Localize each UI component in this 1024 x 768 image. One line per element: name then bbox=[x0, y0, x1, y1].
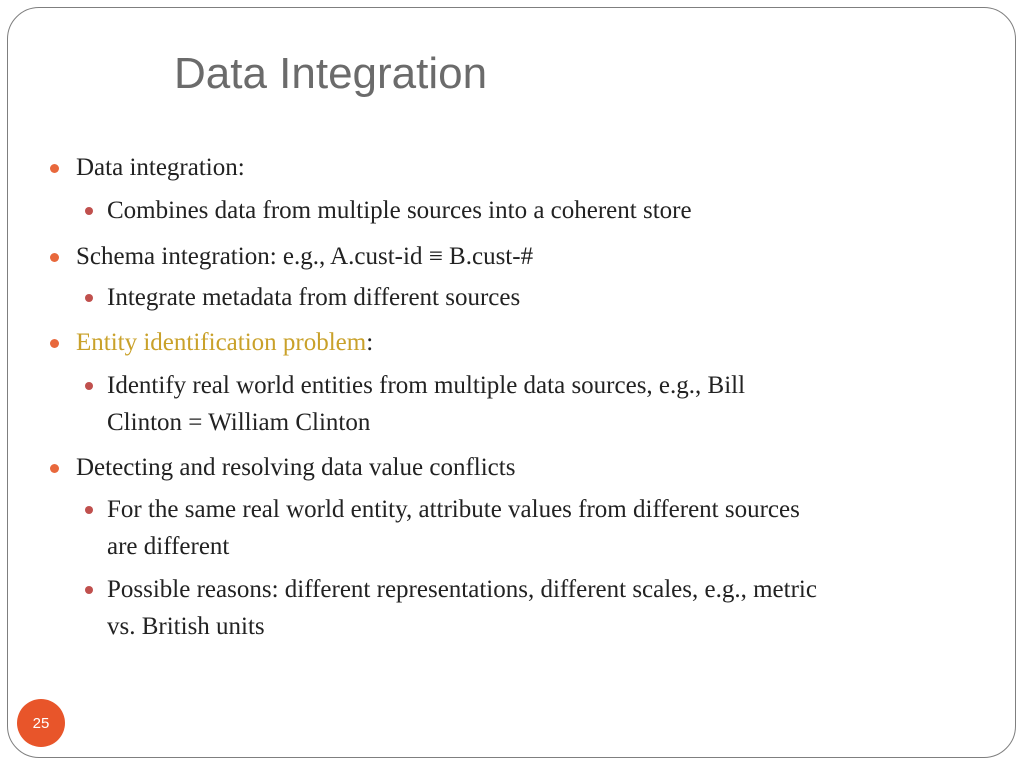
sub-bullet-text-line2: vs. British units bbox=[107, 613, 265, 640]
sub-bullet-text-line2: Clinton = William Clinton bbox=[107, 409, 371, 436]
sub-bullet-dot-icon bbox=[85, 294, 93, 302]
bullet-item bbox=[76, 449, 956, 486]
highlighted-term: Entity identification problem bbox=[76, 329, 367, 356]
sub-bullet-dot-icon bbox=[85, 586, 93, 594]
bullet-text: Data integration: bbox=[76, 154, 245, 181]
sub-bullet-text: Integrate metadata from different sources bbox=[107, 284, 521, 311]
bullet-text: Schema integration: e.g., A.cust-id ≡ B.cust-# bbox=[76, 243, 534, 270]
bullet-dot-icon bbox=[50, 253, 59, 262]
bullet-item bbox=[76, 238, 956, 275]
sub-bullet-text-line1: Identify real world entities from multiple data sources, e.g., Bill bbox=[107, 372, 746, 399]
bullet-dot-icon bbox=[50, 339, 59, 348]
bullet-item bbox=[76, 324, 956, 361]
sub-bullet-text-line1: Possible reasons: different representations, different scales, e.g., metric bbox=[107, 576, 817, 603]
page-number-badge bbox=[17, 699, 65, 747]
slide-title: Data Integration bbox=[174, 49, 488, 98]
sub-bullet-text: Combines data from multiple sources into a coherent store bbox=[107, 197, 692, 224]
sub-bullet-dot-icon bbox=[85, 506, 93, 514]
bullet-dot-icon bbox=[50, 464, 59, 473]
sub-bullet-text-line2: are different bbox=[107, 533, 230, 560]
bullet-dot-icon bbox=[50, 164, 59, 173]
sub-bullet-text-line1: For the same real world entity, attribute values from different sources bbox=[107, 496, 800, 523]
page-number: 25 bbox=[32, 714, 50, 732]
sub-bullet-dot-icon bbox=[85, 207, 93, 215]
bullet-text: : bbox=[366, 329, 374, 356]
bullet-text: Detecting and resolving data value conflicts bbox=[76, 454, 516, 481]
sub-bullet-item bbox=[107, 367, 992, 441]
sub-bullet-item bbox=[107, 279, 992, 316]
sub-bullet-item bbox=[107, 571, 992, 645]
sub-bullet-item bbox=[107, 192, 992, 229]
sub-bullet-dot-icon bbox=[85, 382, 93, 390]
bullet-item bbox=[76, 149, 956, 186]
sub-bullet-item bbox=[107, 491, 992, 565]
